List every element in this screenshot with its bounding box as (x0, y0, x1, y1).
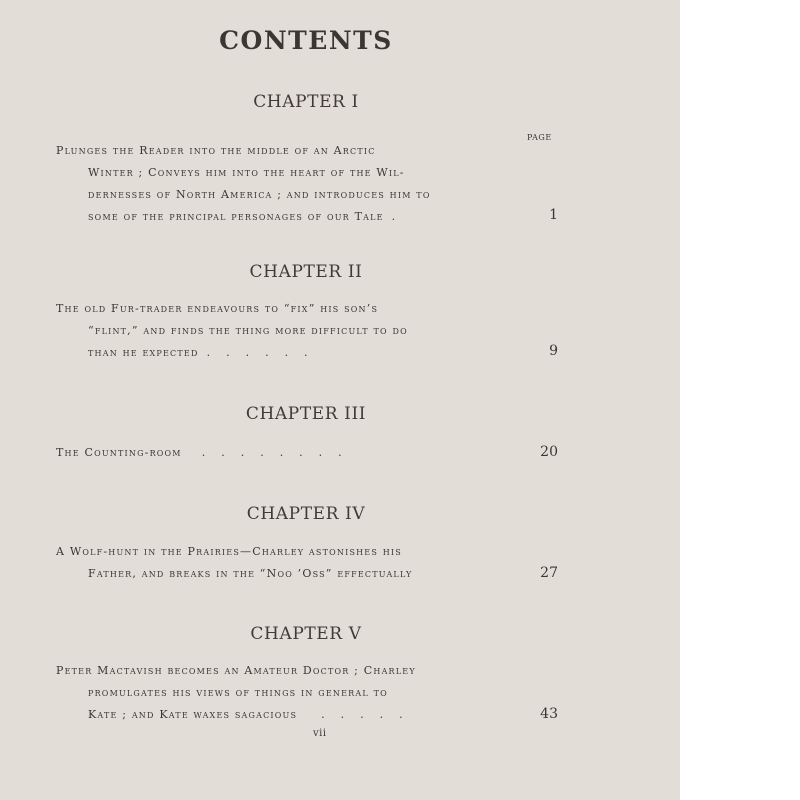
chapter-5-leader: ..... (321, 708, 419, 721)
chapter-2-line-3-text: than he expected (88, 346, 199, 359)
chapter-4-page-number: 27 (540, 565, 558, 581)
chapter-1-line-4-text: some of the principal personages of our Tale (88, 210, 384, 223)
chapter-5-line-3 (56, 704, 518, 726)
chapter-1-line-3: dernesses of North America ; and introduces him to (88, 188, 431, 201)
chapter-5-entry (56, 660, 518, 726)
chapter-1-entry (56, 140, 518, 228)
chapter-4-line-1: A Wolf-hunt in the Prairies—Charley astonishes his (56, 545, 402, 558)
chapter-3-line-1-text: The Counting-room (56, 446, 182, 459)
chapter-3-page-number: 20 (540, 444, 558, 460)
chapter-2-line-2: “flint,” and finds the thing more difficult to do (88, 324, 408, 337)
chapter-5-title: CHAPTER V (250, 624, 362, 644)
chapter-1-leader: . (391, 210, 412, 223)
chapter-1-line-2: Winter ; Conveys him into the heart of the Wil- (88, 166, 405, 179)
chapter-2-entry (56, 298, 518, 364)
chapter-5-line-3-text: Kate ; and Kate waxes sagacious (88, 708, 298, 721)
chapter-3-entry (56, 442, 518, 464)
chapter-4-line-2: Father, and breaks in the “Noo ’Oss” effectually (88, 567, 413, 580)
chapter-2-leader: ...... (206, 346, 324, 359)
chapter-2-line-3 (56, 342, 518, 364)
chapter-5-page-number: 43 (540, 706, 558, 722)
contents-title: CONTENTS (219, 26, 393, 55)
chapter-1-page-number: 1 (549, 207, 558, 223)
chapter-1-line-4 (56, 206, 518, 228)
chapter-5-line-2: promulgates his views of things in general to (88, 686, 388, 699)
chapter-3-leader: ........ (201, 446, 358, 459)
chapter-4-entry (56, 541, 518, 585)
folio-page-number: vii (313, 728, 327, 739)
chapter-2-title: CHAPTER II (249, 262, 363, 282)
chapter-3-title: CHAPTER III (245, 404, 367, 424)
chapter-1-line-1: Plunges the Reader into the middle of an Arctic (56, 144, 376, 157)
page-column-label: PAGE (527, 133, 552, 142)
chapter-2-page-number: 9 (549, 343, 558, 359)
chapter-2-line-1: The old Fur-trader endeavours to “fix” his son’s (56, 302, 379, 315)
chapter-1-title: CHAPTER I (253, 92, 359, 112)
chapter-4-title: CHAPTER IV (246, 504, 366, 524)
chapter-3-line-1 (56, 442, 518, 464)
chapter-5-line-1: Peter Mactavish becomes an Amateur Doctor ; Charley (56, 664, 416, 677)
